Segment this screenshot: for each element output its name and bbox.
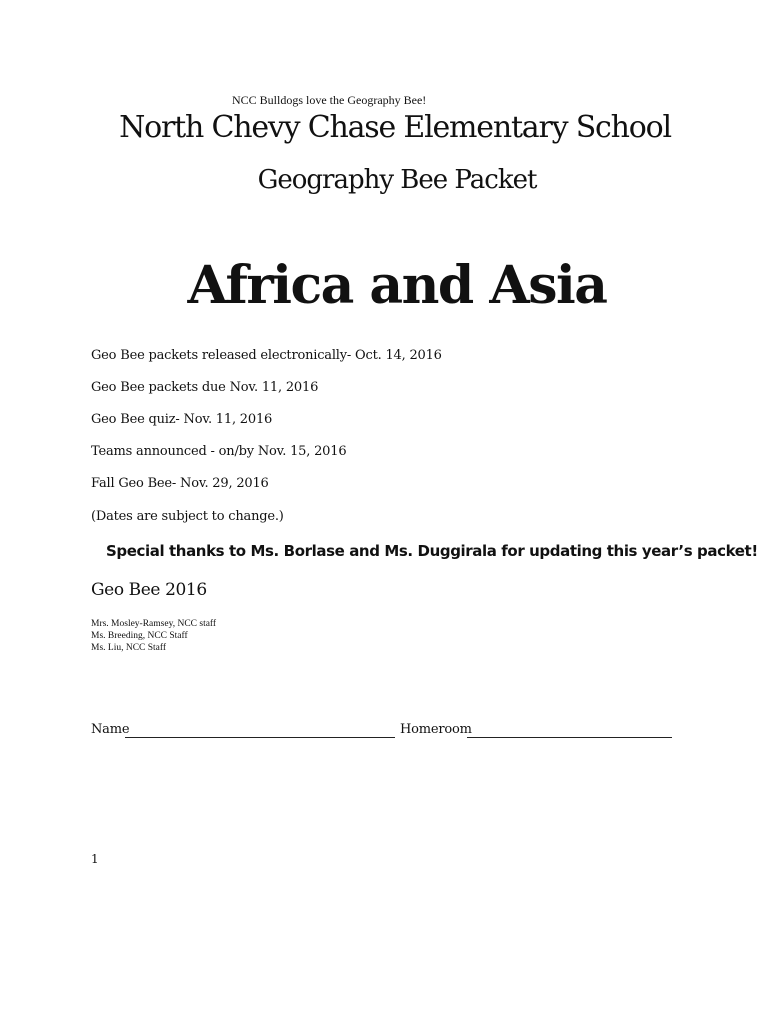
- staff-member: Mrs. Mosley-Ramsey, NCC staff: [91, 619, 217, 629]
- packet-title: Geography Bee Packet: [257, 165, 537, 195]
- name-field[interactable]: [125, 737, 395, 738]
- date-release: Geo Bee packets released electronically- Oct. 14, 2016: [91, 348, 442, 363]
- date-due: Geo Bee packets due Nov. 11, 2016: [91, 380, 319, 395]
- staff-member: Ms. Liu, NCC Staff: [91, 643, 167, 653]
- date-teams: Teams announced - on/by Nov. 15, 2016: [91, 444, 347, 459]
- thanks-note: Special thanks to Ms. Borlase and Ms. Duggirala for updating this year’s packet!: [106, 542, 758, 560]
- name-label: Name: [91, 722, 130, 737]
- tagline: NCC Bulldogs love the Geography Bee!: [232, 93, 427, 107]
- geo-bee-year-heading: Geo Bee 2016: [91, 580, 207, 600]
- page-number: 1: [91, 852, 99, 866]
- homeroom-field[interactable]: [467, 737, 672, 738]
- homeroom-label: Homeroom: [400, 722, 472, 737]
- date-quiz: Geo Bee quiz- Nov. 11, 2016: [91, 412, 273, 427]
- staff-member: Ms. Breeding, NCC Staff: [91, 631, 188, 641]
- date-fall-bee: Fall Geo Bee- Nov. 29, 2016: [91, 476, 269, 491]
- topic-title: Africa and Asia: [187, 255, 607, 316]
- dates-disclaimer: (Dates are subject to change.): [91, 509, 284, 524]
- school-name: North Chevy Chase Elementary School: [119, 110, 671, 145]
